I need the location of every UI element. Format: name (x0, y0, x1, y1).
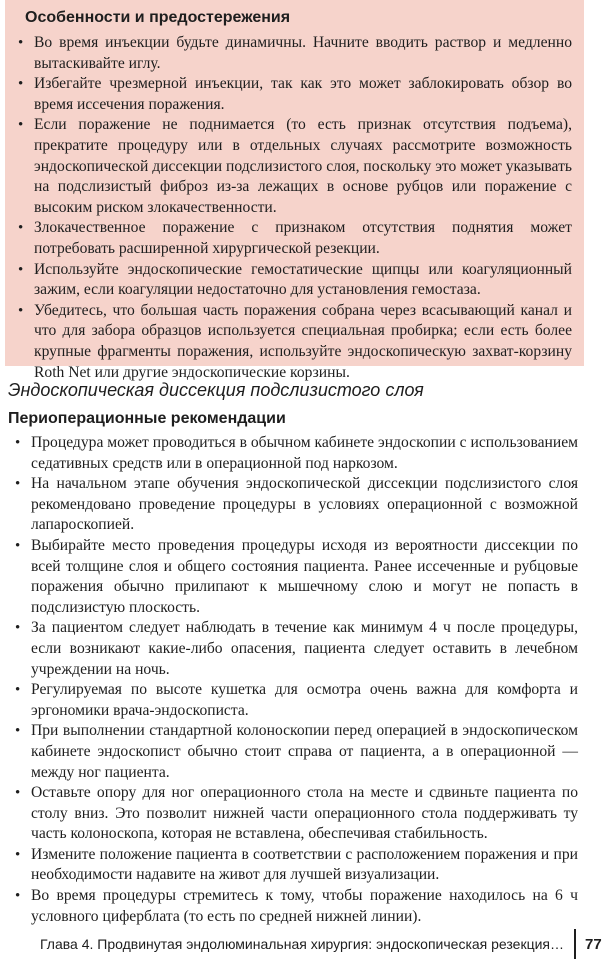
warnings-box-title: Особенности и предостережения (25, 9, 291, 26)
list-item: • Во время процедуры стремитесь к тому, чтобы поражение находилось на 6 ч условного циферблата (то есть по средней нижней линии). (15, 887, 578, 925)
bullet: • (15, 476, 21, 493)
bullet: • (15, 620, 21, 637)
warning-item-1: • Во время инъекции будьте динамичны. Начните вводить раствор и медленно вытаскивайте иглу. (18, 34, 572, 72)
list-item: • Измените положение пациента в соответствии с расположением поражения и при необходимости надавите на живот для лучшей визуализации. (15, 845, 578, 884)
warnings-box (5, 0, 584, 381)
list-item: • За пациентом следует наблюдать в течение как минимум 4 ч после процедуры, если возникают какие-либо опасения, пациента следует оставить в лечебном учреждении на ночь. (15, 619, 578, 678)
list-item: • На начальном этапе обучения эндоскопической диссекции подслизистого слоя рекомендовано проведение процедуры в условиях операционной с возможной лапароскопией. (15, 475, 578, 534)
list-item: • При выполнении стандартной колоноскопии перед операцией в эндоскопическом кабинете эндоскопист обычно стоит справа от пациента, а в операционной — между ног пациента. (15, 722, 578, 781)
recommendations-list (14, 433, 578, 927)
page-number: 77 (585, 936, 602, 953)
bullet: • (15, 682, 21, 699)
warnings-list (17, 33, 572, 383)
bullet: • (15, 888, 21, 905)
list-item: • Процедура может проводиться в обычном кабинете эндоскопии с использованием седативных средств или в операционной под наркозом. (15, 434, 578, 472)
bullet: • (15, 435, 21, 451)
warning-item-3: • Если поражение не поднимается (то есть признак отсутствия подъема), прекратите процедуру или в отдельных случаях рассмотрите возможность эндоскопической диссекции подслизистого слоя, поскольку это может указывать на подслизистый фиброз из-за лежащих в основе рубцов или поражение с высоким риском злокачественности. (18, 116, 572, 216)
footer-divider (574, 929, 576, 959)
warning-item-6: • Убедитесь, что большая часть поражения собрана через всасывающий канал и что для забора образцов используется специальная пробирка; если есть более крупные фрагменты поражения, используйте эндоскопическую захват-корзину Roth Net или другие эндоскопические корзины. (18, 301, 572, 381)
list-item: • Выбирайте место проведения процедуры исходя из вероятности диссекции по всей толщине слоя и общего состояния пациента. Ранее иссеченные и рубцовые поражения обычно прилипают к мышечному слою и могут не попасть в подслизистую плоскость. (15, 536, 578, 616)
bullet: • (18, 35, 24, 51)
bullet: • (15, 785, 21, 802)
list-item: • Оставьте опору для ног операционного стола на месте и сдвиньте пациента по столу вниз. Это позволит нижней части операционного стола поддерживать ту часть колоноскопа, которая не вставлена, обеспечивая стабильность. (15, 784, 578, 843)
warning-item-4: • Злокачественное поражение с признаком отсутствия поднятия может потребовать расширенной хирургической резекции. (18, 219, 572, 257)
bullet: • (18, 302, 24, 319)
warning-item-5: • Используйте эндоскопические гемостатические щипцы или коагуляционный зажим, если коагуляции недостаточно для установления гемостаза. (18, 260, 572, 299)
subsection-title: Периоперационные рекомендации (8, 410, 286, 427)
bullet: • (15, 723, 21, 740)
warning-item-2: • Избегайте чрезмерной инъекции, так как это может заблокировать обзор во время иссечения поражения. (18, 75, 572, 113)
bullet: • (18, 261, 24, 278)
page-footer (0, 933, 610, 957)
bullet: • (18, 220, 24, 237)
list-item: • Регулируемая по высоте кушетка для осмотра очень важна для комфорта и эргономики врача-эндоскописта. (15, 681, 578, 719)
bullet: • (18, 76, 24, 93)
running-head: Глава 4. Продвинутая эндолюминальная хирургия: эндоскопическая резекция… (39, 936, 564, 952)
bullet: • (15, 846, 21, 863)
bullet: • (15, 537, 21, 554)
bullet: • (18, 117, 24, 134)
section-title: Эндоскопическая диссекция подслизистого слоя (8, 380, 424, 400)
